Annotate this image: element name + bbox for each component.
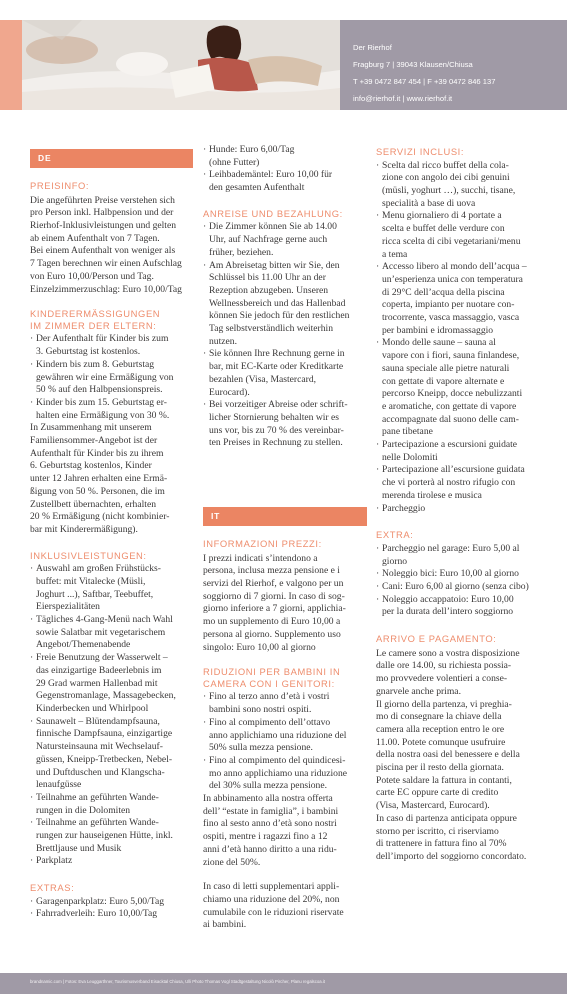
- heading-riduzioni: RIDUZIONI PER BAMBINI IN CAMERA CON I GENITORI:: [203, 666, 341, 689]
- heading-anreise: ANREISE UND BEZAHLUNG:: [203, 207, 343, 219]
- column-1: [30, 180, 202, 921]
- servizi-list: [376, 160, 554, 516]
- list-item: · Mondo delle saune – sauna al vapore con i fiori, sauna finlandese, sauna speciale alle pietre naturali con gettate di vapore alternate e percorso Kneipp, docce nebulizzanti e aromatiche, con gettate di vapore accompagnate dal suono delle cam- pane tibetane: [376, 337, 554, 439]
- column-2: [203, 144, 373, 450]
- list-item: · Kinder bis zum 15. Geburtstag er- halten eine Ermäßigung von 30 %.: [30, 397, 202, 422]
- lang-tag-de: DE: [30, 149, 193, 168]
- list-item: · Auswahl am großen Frühstücks- buffet: mit Vitalecke (Müsli, Joghurt ...), Saftbar, Teebuffet, Eierspezialitäten: [30, 563, 202, 614]
- list-item: · Der Aufenthalt für Kinder bis zum 3. Geburtstag ist kostenlos.: [30, 333, 202, 358]
- hotel-phone: T +39 0472 847 454 | F +39 0472 846 137: [353, 77, 496, 86]
- heading-preisinfo: PREISINFO:: [30, 180, 90, 191]
- hotel-web[interactable]: info@rierhof.it | www.rierhof.it: [353, 94, 453, 103]
- header-photo: [22, 20, 340, 110]
- heading-servizi: SERVIZI INCLUSI:: [376, 146, 465, 157]
- list-item: · Scelta dal ricco buffet della cola- zione con angolo dei cibi genuini (müsli, yoghurt …), succhi, tisane, specialità a base di uova: [376, 160, 554, 211]
- list-item: · Leihbademäntel: Euro 10,00 für den gesamten Aufenthalt: [203, 169, 373, 194]
- list-item: · Kindern bis zum 8. Geburtstag gewähren wir eine Ermäßigung von 50 % auf den Halbpensionspreis.: [30, 359, 202, 397]
- prezzi-text: I prezzi indicati s’intendono a persona, inclusa mezza pensione e i servizi del Rierhof, e valgono per un soggiorno di 7 giorni. In caso di sog- giorno inferiore a 7 giorni, applichia- mo un supplemento di Euro 10,00 a persona al giorno. Supplemento uso singolo: Euro 10,00 al giorno: [203, 552, 346, 653]
- list-item: · Bei vorzeitiger Abreise oder schrift- licher Stornierung behalten wir es uns vor, bis zu 70 % des vereinbar- ten Preises in Rechnung zu stellen.: [203, 399, 373, 450]
- list-item: · Die Zimmer können Sie ab 14.00 Uhr, auf Nachfrage gerne auch früher, beziehen.: [203, 221, 373, 259]
- kinder-list: · Der Aufenthalt für Kinder bis zum 3. Geburtstag ist kostenlos. · Kindern bis zum 8. Geburtstag gewähren wir eine Ermäßigung von 50 % auf den Halbpensionspreis. · Kinder bis zum 15. Geburtstag er- halten eine Ermäßigung von 30 %. In Zusammenhang mit unserem Familiensommer-Angebot ist der Aufenthalt für Kinder bis zu ihrem 6. Geburtstag kostenlos, Kinder unter 12 Jahren erhalten eine Ermä- ßigung von 50 %. Personen, die im Zustellbett übernachten, erhalten 20 % Ermäßigung (nicht kombinier- bar mit Kinderermäßigung).: [30, 333, 202, 536]
- heading-inklusiv: INKLUSIVLEISTUNGEN:: [30, 549, 147, 561]
- list-item: · Noleggio bici: Euro 10,00 al giorno: [376, 568, 554, 581]
- list-item: · Parkplatz: [30, 855, 202, 868]
- list-item: · Partecipazione a escursioni guidate nelle Dolomiti: [376, 439, 554, 464]
- list-item: · Cani: Euro 6,00 al giorno (senza cibo): [376, 581, 554, 594]
- anreise-list: [203, 221, 373, 450]
- contact-box: [340, 20, 567, 110]
- list-item: · Noleggio accappatoio: Euro 10,00 per la durata dell’intero soggiorno: [376, 594, 554, 619]
- list-item: · Freie Benutzung der Wasserwelt – das einzigartige Badeerlebnis im 29 Grad warmen Hallenbad mit Gegenstromanlage, Massagebecken, Kinderbecken und Whirlpool: [30, 652, 202, 716]
- list-item: · Garagenparkplatz: Euro 5,00/Tag: [30, 896, 202, 909]
- arrivo-text: Le camere sono a vostra disposizione dalle ore 14.00, su richiesta possia- mo provvedere volentieri a conse- gnarvele anche prima. Il giorno della partenza, vi preghia- mo di consegnare la chiave della camera alla reception entro le ore 11.00. Potete comunque usufruire della nostra oasi del benessere e della piscina per il resto della giornata. Potete saldare la fattura in contanti, carte EC oppure carte di credito (Visa, Mastercard, Eurocard). In caso di partenza anticipata oppure storno per iscritto, ci riserviamo di trattenere in fattura fino al 70% dell’importo del soggiorno concordato.: [376, 647, 527, 862]
- list-item: · Am Abreisetag bitten wir Sie, den Schlüssel bis 11.00 Uhr an der Rezeption abzugeben. Unseren Wellnessbereich und das Hallenbad können Sie jedoch für den restlichen Tag selbstverständlich weiterhin nutzen.: [203, 260, 373, 349]
- list-item: · Parcheggio: [376, 503, 554, 516]
- heading-extras: EXTRAS:: [30, 882, 75, 894]
- column-3: [376, 146, 554, 864]
- extra-list: [376, 543, 554, 619]
- footer-credits: brandnamic.com | Fotos: Eva Leuggarthner, Tourismusverband Eisacktal Chiusa, Ulli Photo Thomas Vogl Stadtgestaltung Nicolò Pircher, Planu regalscoa.it: [30, 979, 325, 984]
- preisinfo-text: Die angeführten Preise verstehen sich pro Person inkl. Halbpension und der Rierhof-Inklusivleistungen und gelten ab einem Aufenthalt von 7 Tagen. Bei einem Aufenthalt von weniger als 7 Tagen berechnen wir einen Aufschlag von Euro 10,00/Person und Tag. Einzelzimmerzuschlag: Euro 10,00/Tag: [30, 194, 182, 295]
- list-item: · Teilnahme an geführten Wande- rungen zur hauseigenen Hütte, inkl. Brettljause und Musik: [30, 817, 202, 855]
- riduzioni-list: · Fino al terzo anno d’età i vostri bambini sono nostri ospiti. · Fino al compimento dell’ottavo anno applichiamo una riduzione del 50% sulla mezza pensione. · Fino al compimento del quindicesi- mo anno applichiamo una riduzione del 30% sulla mezza pensione. In abbinamento alla nostra offerta dell’ “estate in famiglia”, i bambini fino al sesto anno d’età sono nostri ospiti, mentre i ragazzi fino a 12 anni d’età hanno diritto a una ridu- zione del 50%. In caso di letti supplementari appli- chiamo una riduzione del 20%, non cumulabile con le riduzioni riservate ai bambini.: [203, 691, 373, 932]
- list-item: · Fino al compimento dell’ottavo anno applichiamo una riduzione del 50% sulla mezza pensione.: [203, 717, 373, 755]
- list-item: · Fino al compimento del quindicesi- mo anno applichiamo una riduzione del 30% sulla mezza pensione.: [203, 755, 373, 793]
- list-item: · Hunde: Euro 6,00/Tag (ohne Futter): [203, 144, 373, 169]
- footer-bar: [0, 973, 567, 994]
- list-item: · Partecipazione all’escursione guidata che vi porterà al nostro rifugio con merenda tirolese e musica: [376, 464, 554, 502]
- woman-reading-illustration: [22, 20, 340, 110]
- extras-list-part2: [203, 144, 373, 195]
- list-item: · Fahrradverleih: Euro 10,00/Tag: [30, 908, 202, 921]
- column-2-it: [203, 538, 373, 932]
- hotel-address: Fragburg 7 | 39043 Klausen/Chiusa: [353, 60, 473, 69]
- hotel-name: Der Rierhof: [353, 43, 392, 52]
- inklusiv-list: [30, 563, 202, 868]
- list-item: · Teilnahme an geführten Wande- rungen in die Dolomiten: [30, 792, 202, 817]
- heading-arrivo: ARRIVO E PAGAMENTO:: [376, 633, 497, 645]
- heading-prezzi: INFORMAZIONI PREZZI:: [203, 538, 322, 549]
- list-item: · Accesso libero al mondo dell’acqua – un’esperienza unica con temperatura di 29°C dell’acqua della piscina coperta, impianto per nuotare con- trocorrente, vasca massaggio, vasca per bambini e idromassaggio: [376, 261, 554, 337]
- list-item: · Sie können Ihre Rechnung gerne in bar, mit EC-Karte oder Kreditkarte bezahlen (Visa, Mastercard, Eurocard).: [203, 348, 373, 399]
- lang-tag-it: IT: [203, 507, 367, 526]
- list-item: · Saunawelt – Blütendampfsauna, finnische Dampfsauna, einzigartige Natursteinsauna mit Wechselauf- güssen, Kneipp-Tretbecken, Nebel- und Duftduschen und Klangscha- lenaufgüsse: [30, 716, 202, 792]
- heading-extra: EXTRA:: [376, 529, 414, 541]
- list-item: · Menu giornaliero di 4 portate a scelta e buffet delle verdure con ricca scelta di cibi vegetariani/menu a tema: [376, 210, 554, 261]
- header-accent-bar: [0, 20, 22, 110]
- heading-kinder: KINDERERMÄSSIGUNGEN IM ZIMMER DER ELTERN:: [30, 308, 161, 331]
- list-item: · Fino al terzo anno d’età i vostri bambini sono nostri ospiti.: [203, 691, 373, 716]
- extras-list-part1: [30, 896, 202, 921]
- list-item: · Tägliches 4-Gang-Menü nach Wahl sowie Salatbar mit vegetarischem Angebot/Themenabende: [30, 614, 202, 652]
- list-item: · Parcheggio nel garage: Euro 5,00 al giorno: [376, 543, 554, 568]
